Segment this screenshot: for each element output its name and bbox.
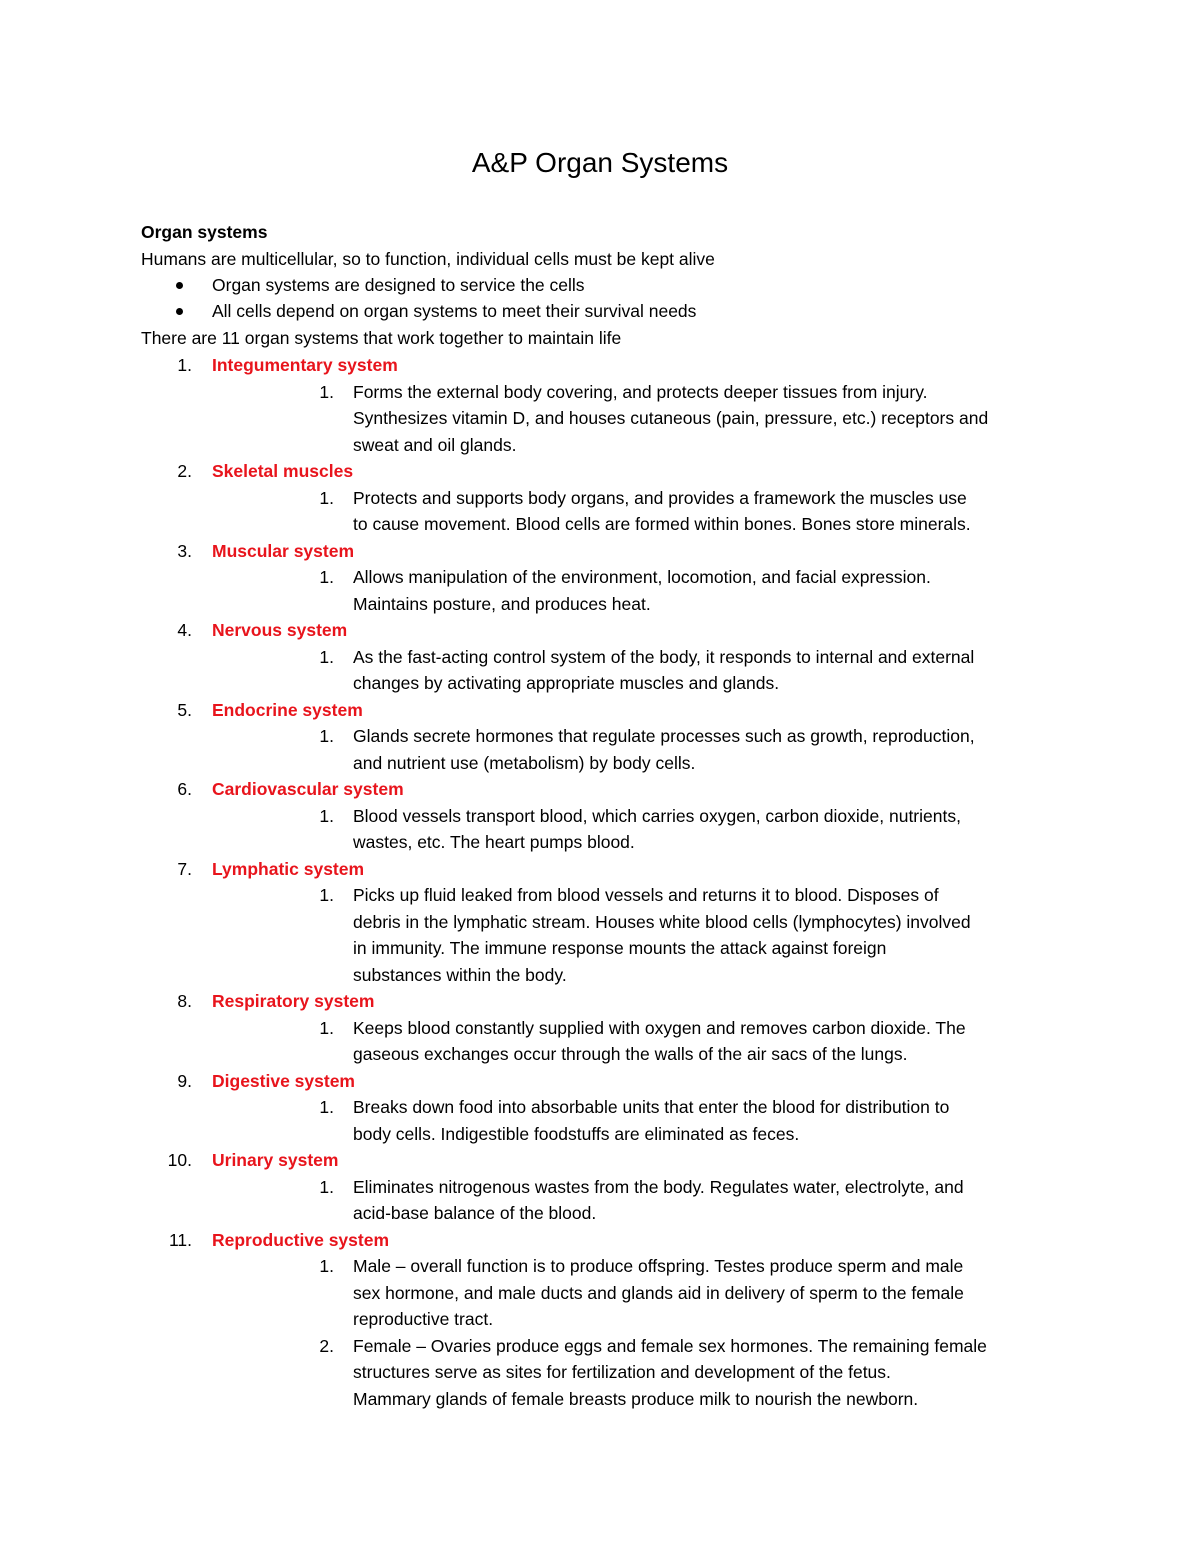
system-number: 5. bbox=[177, 699, 192, 720]
detail-number: 1. bbox=[319, 381, 334, 402]
detail-text-line: sex hormone, and male ducts and glands aid in delivery of sperm to the female bbox=[353, 1282, 964, 1303]
detail-number: 1. bbox=[319, 1097, 334, 1117]
detail-text-line: and nutrient use (metabolism) by body cells. bbox=[353, 752, 696, 773]
system-number: 3. bbox=[177, 540, 192, 561]
detail-text-line: changes by activating appropriate muscles and glands. bbox=[353, 673, 780, 693]
section-heading: Organ systems bbox=[141, 222, 268, 242]
detail-text-line: Maintains posture, and produces heat. bbox=[353, 593, 651, 614]
detail-text-line: Keeps blood constantly supplied with oxygen and removes carbon dioxide. The bbox=[353, 1017, 966, 1038]
detail-number: 1. bbox=[319, 726, 334, 746]
detail-text-line: reproductive tract. bbox=[353, 1309, 494, 1329]
detail-number: 1. bbox=[319, 567, 334, 587]
detail-text-line: Forms the external body covering, and protects deeper tissues from injury. bbox=[353, 381, 928, 402]
detail-number: 2. bbox=[319, 1335, 334, 1356]
detail-text-line: in immunity. The immune response mounts the attack against foreign bbox=[353, 938, 887, 958]
system-name: Reproductive system bbox=[212, 1229, 390, 1250]
bullet-item: Organ systems are designed to service the cells bbox=[212, 275, 585, 295]
system-name: Lymphatic system bbox=[212, 858, 365, 879]
detail-text-line: Female – Ovaries produce eggs and female sex hormones. The remaining female bbox=[353, 1335, 987, 1356]
detail-text-line: As the fast-acting control system of the body, it responds to internal and external bbox=[353, 646, 975, 667]
detail-text-line: Allows manipulation of the environment, locomotion, and facial expression. bbox=[353, 567, 931, 587]
detail-text-line: acid-base balance of the blood. bbox=[353, 1203, 597, 1223]
detail-text-line: gaseous exchanges occur through the walls of the air sacs of the lungs. bbox=[353, 1044, 908, 1064]
system-number: 1. bbox=[177, 355, 192, 375]
detail-text-line: to cause movement. Blood cells are formed within bones. Bones store minerals. bbox=[353, 514, 971, 534]
detail-number: 1. bbox=[319, 1256, 334, 1276]
detail-number: 1. bbox=[319, 885, 334, 905]
detail-text-line: Eliminates nitrogenous wastes from the body. Regulates water, electrolyte, and bbox=[353, 1176, 964, 1197]
system-number: 9. bbox=[177, 1070, 192, 1091]
detail-text-line: substances within the body. bbox=[353, 964, 567, 985]
intro-text: Humans are multicellular, so to function, individual cells must be kept alive bbox=[141, 249, 715, 269]
system-name: Cardiovascular system bbox=[212, 779, 404, 799]
system-number: 11. bbox=[168, 1229, 192, 1250]
system-number: 7. bbox=[177, 858, 192, 879]
detail-text-line: Synthesizes vitamin D, and houses cutaneous (pain, pressure, etc.) receptors and bbox=[353, 408, 989, 428]
system-name: Digestive system bbox=[212, 1070, 355, 1091]
system-name: Skeletal muscles bbox=[212, 461, 354, 481]
detail-text-line: Breaks down food into absorbable units that enter the blood for distribution to bbox=[353, 1097, 950, 1117]
system-name: Endocrine system bbox=[212, 699, 363, 720]
bullet-item: All cells depend on organ systems to meet their survival needs bbox=[212, 301, 697, 321]
system-number: 10. bbox=[167, 1150, 192, 1170]
detail-text-line: Picks up fluid leaked from blood vessels and returns it to blood. Disposes of bbox=[353, 885, 939, 905]
detail-number: 1. bbox=[319, 1176, 334, 1197]
detail-number: 1. bbox=[319, 487, 334, 508]
lead-text: There are 11 organ systems that work together to maintain life bbox=[141, 328, 622, 348]
system-name: Integumentary system bbox=[212, 355, 398, 375]
detail-text-line: wastes, etc. The heart pumps blood. bbox=[353, 832, 635, 852]
detail-number: 1. bbox=[319, 805, 334, 826]
system-number: 8. bbox=[177, 991, 192, 1011]
system-number: 4. bbox=[177, 620, 192, 640]
system-number: 2. bbox=[177, 461, 192, 481]
system-name: Muscular system bbox=[212, 540, 355, 561]
page-title: A&P Organ Systems bbox=[471, 147, 729, 178]
system-number: 6. bbox=[177, 779, 192, 799]
system-name: Respiratory system bbox=[212, 991, 375, 1011]
detail-number: 1. bbox=[319, 646, 334, 667]
system-name: Urinary system bbox=[212, 1150, 339, 1170]
bullet-icon bbox=[176, 308, 183, 315]
detail-number: 1. bbox=[319, 1017, 334, 1038]
detail-text-line: Protects and supports body organs, and provides a framework the muscles use bbox=[353, 487, 967, 508]
detail-text-line: sweat and oil glands. bbox=[353, 434, 517, 455]
bullet-icon bbox=[176, 282, 183, 289]
detail-text-line: body cells. Indigestible foodstuffs are eliminated as feces. bbox=[353, 1123, 800, 1144]
detail-text-line: Blood vessels transport blood, which carries oxygen, carbon dioxide, nutrients, bbox=[353, 805, 961, 826]
detail-text-line: debris in the lymphatic stream. Houses white blood cells (lymphocytes) involved bbox=[353, 911, 971, 932]
detail-text-line: Glands secrete hormones that regulate processes such as growth, reproduction, bbox=[353, 726, 975, 746]
system-name: Nervous system bbox=[212, 620, 348, 640]
detail-text-line: Mammary glands of female breasts produce milk to nourish the newborn. bbox=[353, 1388, 919, 1409]
detail-text-line: structures serve as sites for fertilization and development of the fetus. bbox=[353, 1362, 891, 1382]
detail-text-line: Male – overall function is to produce offspring. Testes produce sperm and male bbox=[353, 1256, 964, 1276]
